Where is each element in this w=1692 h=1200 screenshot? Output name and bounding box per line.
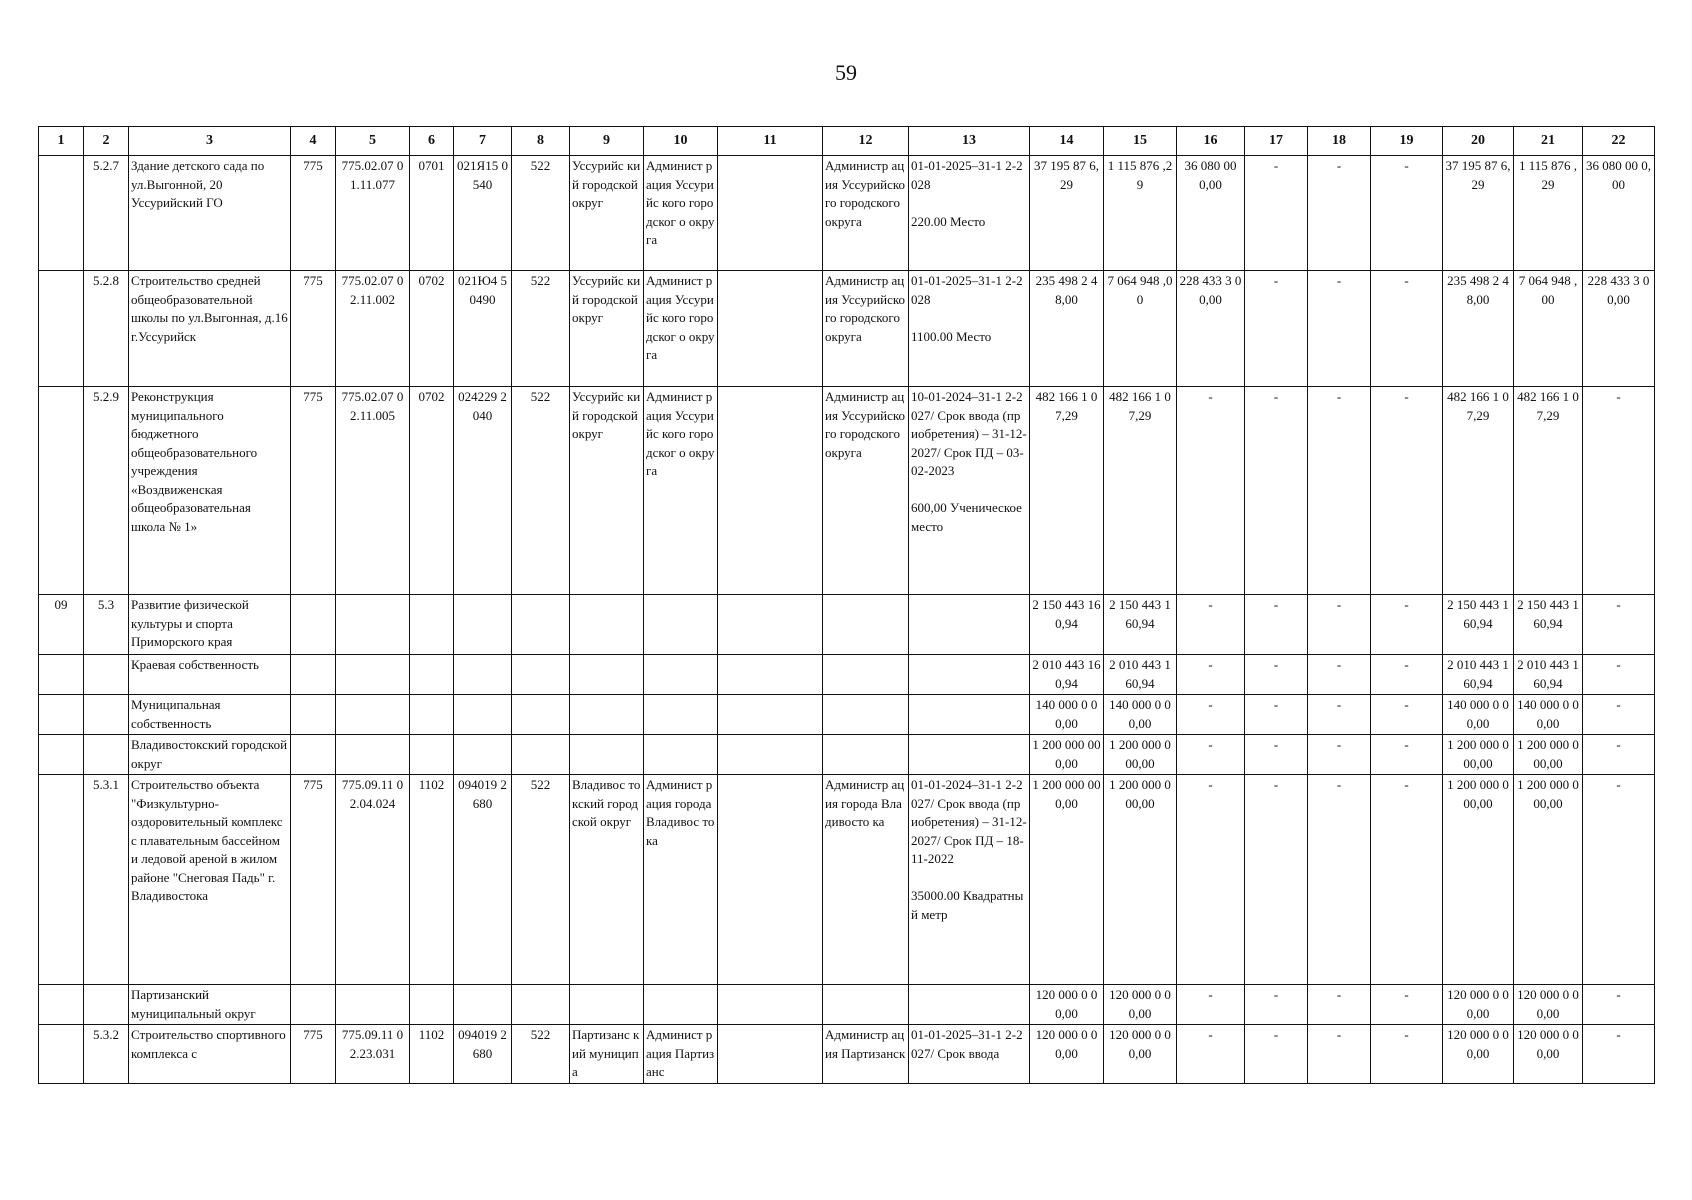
- table-cell: -: [1245, 695, 1308, 735]
- table-cell: -: [1308, 655, 1371, 695]
- col-header: 7: [454, 127, 512, 156]
- table-cell: -: [1583, 735, 1655, 775]
- table-cell: 2 010 443 160,94: [1443, 655, 1514, 695]
- table-cell: 1102: [410, 1025, 454, 1084]
- table-cell: 140 000 0 00,00: [1030, 695, 1104, 735]
- table-cell: 2 150 443 160,94: [1030, 595, 1104, 655]
- table-cell: Партизанс кий муниципа: [570, 1025, 644, 1084]
- table-cell: [454, 985, 512, 1025]
- table-cell: -: [1371, 985, 1443, 1025]
- table-cell: 482 166 1 07,29: [1514, 387, 1583, 595]
- table-row: [39, 735, 1655, 775]
- table-cell: [39, 775, 84, 985]
- table-cell: 5.3: [84, 595, 129, 655]
- table-cell: [84, 695, 129, 735]
- table-cell: 1102: [410, 775, 454, 985]
- table-cell: -: [1371, 655, 1443, 695]
- table-cell: -: [1308, 271, 1371, 387]
- table-cell: -: [1583, 595, 1655, 655]
- table-cell: Развитие физической культуры и спорта Приморского края: [129, 595, 291, 655]
- col-header: 5: [336, 127, 410, 156]
- table-cell: 775.02.07 01.11.077: [336, 156, 410, 271]
- table-cell: [336, 985, 410, 1025]
- table-cell: 7 064 948 ,00: [1104, 271, 1177, 387]
- table-cell: -: [1177, 735, 1245, 775]
- table-cell: 09: [39, 595, 84, 655]
- table-cell: -: [1371, 271, 1443, 387]
- table-cell: [291, 735, 336, 775]
- table-cell: [336, 695, 410, 735]
- table-cell: [291, 655, 336, 695]
- table-cell: Краевая собственность: [129, 655, 291, 695]
- table-cell: 235 498 2 48,00: [1030, 271, 1104, 387]
- table-cell: -: [1177, 595, 1245, 655]
- table-cell: [39, 271, 84, 387]
- table-cell: 522: [512, 156, 570, 271]
- table-cell: 2 150 443 160,94: [1443, 595, 1514, 655]
- table-cell: 775: [291, 156, 336, 271]
- table-cell: [39, 156, 84, 271]
- table-cell: [909, 595, 1030, 655]
- table-cell: -: [1308, 387, 1371, 595]
- table-cell: [84, 985, 129, 1025]
- table-cell: 522: [512, 775, 570, 985]
- table-cell: 775: [291, 775, 336, 985]
- table-cell: 482 166 1 07,29: [1443, 387, 1514, 595]
- table-cell: 1 200 000 000,00: [1104, 735, 1177, 775]
- table-cell: [410, 595, 454, 655]
- table-cell: Владивос токский городской округ: [570, 775, 644, 985]
- table-cell: 1 200 000 000,00: [1514, 775, 1583, 985]
- table-row: [39, 775, 1655, 985]
- col-header: 22: [1583, 127, 1655, 156]
- table-cell: Партизанский муниципальный округ: [129, 985, 291, 1025]
- table-cell: Админист рация Уссурийс кого городског о округа: [644, 156, 718, 271]
- table-cell: 094019 2680: [454, 775, 512, 985]
- table-cell: [410, 985, 454, 1025]
- table-cell: [644, 985, 718, 1025]
- table-cell: 228 433 3 00,00: [1583, 271, 1655, 387]
- table-cell: [39, 985, 84, 1025]
- table-cell: [410, 655, 454, 695]
- col-header: 12: [823, 127, 909, 156]
- table-cell: [823, 695, 909, 735]
- table-cell: [718, 387, 823, 595]
- table-cell: Уссурийс кий городской округ: [570, 271, 644, 387]
- col-header: 1: [39, 127, 84, 156]
- table-cell: Админист рация Уссурийс кого городског о округа: [644, 387, 718, 595]
- table-cell: [291, 985, 336, 1025]
- table-cell: 120 000 0 00,00: [1514, 1025, 1583, 1084]
- table-cell: [336, 595, 410, 655]
- col-header: 3: [129, 127, 291, 156]
- table-cell: [291, 695, 336, 735]
- table-cell: [718, 695, 823, 735]
- table-cell: Администр ация Партизанск: [823, 1025, 909, 1084]
- table-cell: 5.2.9: [84, 387, 129, 595]
- table-cell: -: [1308, 735, 1371, 775]
- table-cell: 10-01-2024–31-1 2-2027/ Срок ввода (приобретения) – 31-12-2027/ Срок ПД – 03-02-2023 600,00 Ученическое место: [909, 387, 1030, 595]
- table-cell: 120 000 0 00,00: [1514, 985, 1583, 1025]
- table-cell: [570, 695, 644, 735]
- table-cell: 0702: [410, 387, 454, 595]
- table-cell: -: [1177, 985, 1245, 1025]
- table-cell: [823, 655, 909, 695]
- table-cell: [512, 735, 570, 775]
- table-cell: [823, 985, 909, 1025]
- table-cell: -: [1177, 1025, 1245, 1084]
- table-cell: [336, 655, 410, 695]
- table-cell: -: [1177, 775, 1245, 985]
- table-cell: [84, 735, 129, 775]
- table-cell: [909, 985, 1030, 1025]
- table-cell: [909, 655, 1030, 695]
- page-number: 59: [835, 60, 857, 85]
- table-cell: 01-01-2024–31-1 2-2027/ Срок ввода (приобретения) – 31-12-2027/ Срок ПД – 18-11-2022 35000.00 Квадратный метр: [909, 775, 1030, 985]
- table-cell: -: [1308, 595, 1371, 655]
- table-cell: [718, 985, 823, 1025]
- table-cell: [644, 695, 718, 735]
- table-cell: 1 115 876 ,29: [1514, 156, 1583, 271]
- table-cell: Владивостокский городской округ: [129, 735, 291, 775]
- table-cell: 235 498 2 48,00: [1443, 271, 1514, 387]
- table-cell: 1 200 000 000,00: [1443, 775, 1514, 985]
- table-cell: [570, 985, 644, 1025]
- table-cell: 228 433 3 00,00: [1177, 271, 1245, 387]
- table-cell: -: [1245, 387, 1308, 595]
- table-cell: 01-01-2025–31-1 2-2027/ Срок ввода: [909, 1025, 1030, 1084]
- table-cell: -: [1308, 1025, 1371, 1084]
- table-cell: -: [1583, 1025, 1655, 1084]
- table-cell: 2 150 443 160,94: [1104, 595, 1177, 655]
- table-cell: -: [1245, 985, 1308, 1025]
- table-cell: Реконструкция муниципального бюджетного общеобразовательного учреждения «Воздвиженская общеобразовательная школа № 1»: [129, 387, 291, 595]
- table-cell: [718, 271, 823, 387]
- col-header: 11: [718, 127, 823, 156]
- table-cell: 775.09.11 02.04.024: [336, 775, 410, 985]
- col-header: 14: [1030, 127, 1104, 156]
- table-cell: -: [1371, 695, 1443, 735]
- table-cell: [718, 735, 823, 775]
- table-cell: [291, 595, 336, 655]
- table-cell: [718, 1025, 823, 1084]
- table-cell: Строительство средней общеобразовательной школы по ул.Выгонная, д.16 г.Уссурийск: [129, 271, 291, 387]
- table-cell: 37 195 87 6,29: [1443, 156, 1514, 271]
- table-row: [39, 271, 1655, 387]
- table-cell: Строительство объекта "Физкультурно-оздоровительный комплекс с плавательным бассейном и ледовой ареной в жилом районе "Снеговая Падь" г. Владивостока: [129, 775, 291, 985]
- table-cell: Администр ация Уссурийско го городского округа: [823, 271, 909, 387]
- table-cell: [454, 695, 512, 735]
- table-cell: [454, 595, 512, 655]
- table-cell: 120 000 0 00,00: [1030, 1025, 1104, 1084]
- col-header: 13: [909, 127, 1030, 156]
- table-cell: -: [1371, 156, 1443, 271]
- table-cell: Здание детского сада по ул.Выгонной, 20 Уссурийский ГО: [129, 156, 291, 271]
- table-row: [39, 695, 1655, 735]
- table-cell: 522: [512, 387, 570, 595]
- table-cell: 482 166 1 07,29: [1030, 387, 1104, 595]
- table-cell: 094019 2680: [454, 1025, 512, 1084]
- table-cell: [410, 695, 454, 735]
- table-cell: 120 000 0 00,00: [1443, 985, 1514, 1025]
- table-cell: [570, 735, 644, 775]
- table-cell: 522: [512, 1025, 570, 1084]
- col-header: 2: [84, 127, 129, 156]
- table-cell: 36 080 00 0,00: [1583, 156, 1655, 271]
- table-cell: [570, 595, 644, 655]
- table-cell: -: [1245, 655, 1308, 695]
- table-cell: -: [1371, 595, 1443, 655]
- table-cell: 5.3.2: [84, 1025, 129, 1084]
- table-cell: [410, 735, 454, 775]
- table-cell: 775: [291, 387, 336, 595]
- table-cell: 120 000 0 00,00: [1443, 1025, 1514, 1084]
- table-cell: [39, 655, 84, 695]
- table-cell: 0701: [410, 156, 454, 271]
- table-cell: -: [1583, 985, 1655, 1025]
- table-cell: 01-01-2025–31-1 2-2028 1100.00 Место: [909, 271, 1030, 387]
- table-row: [39, 1025, 1655, 1084]
- table-cell: 120 000 0 00,00: [1030, 985, 1104, 1025]
- table-cell: Администр ация Уссурийско го городского округа: [823, 387, 909, 595]
- col-header: 20: [1443, 127, 1514, 156]
- table-cell: [644, 655, 718, 695]
- table-cell: [512, 655, 570, 695]
- table-cell: -: [1245, 595, 1308, 655]
- col-header: 6: [410, 127, 454, 156]
- table-cell: [336, 735, 410, 775]
- col-header: 16: [1177, 127, 1245, 156]
- table-cell: 482 166 1 07,29: [1104, 387, 1177, 595]
- table-cell: [39, 695, 84, 735]
- col-header: 8: [512, 127, 570, 156]
- table-cell: [718, 156, 823, 271]
- col-header: 9: [570, 127, 644, 156]
- table-row: [39, 595, 1655, 655]
- table-cell: [718, 595, 823, 655]
- table-cell: 0702: [410, 271, 454, 387]
- col-header: 15: [1104, 127, 1177, 156]
- table-cell: 1 200 000 000,00: [1030, 735, 1104, 775]
- table-cell: -: [1583, 655, 1655, 695]
- table-cell: [39, 1025, 84, 1084]
- table-cell: -: [1177, 387, 1245, 595]
- table-cell: Строительство спортивного комплекса с: [129, 1025, 291, 1084]
- table-cell: -: [1371, 735, 1443, 775]
- table-cell: [512, 695, 570, 735]
- table-cell: 021Ю4 50490: [454, 271, 512, 387]
- table-cell: 021Я15 0540: [454, 156, 512, 271]
- table-cell: 120 000 0 00,00: [1104, 985, 1177, 1025]
- table-cell: Админист рация Уссурийс кого городског о округа: [644, 271, 718, 387]
- table-cell: -: [1583, 387, 1655, 595]
- table-cell: 2 010 443 160,94: [1514, 655, 1583, 695]
- table-cell: 775.02.07 02.11.002: [336, 271, 410, 387]
- col-header: 10: [644, 127, 718, 156]
- table-cell: -: [1308, 695, 1371, 735]
- table-cell: 2 010 443 160,94: [1104, 655, 1177, 695]
- table-cell: 775: [291, 271, 336, 387]
- table-cell: -: [1308, 775, 1371, 985]
- table-cell: -: [1245, 775, 1308, 985]
- table-cell: -: [1245, 156, 1308, 271]
- table-cell: 1 200 000 000,00: [1104, 775, 1177, 985]
- table-cell: -: [1245, 735, 1308, 775]
- table-cell: 775.02.07 02.11.005: [336, 387, 410, 595]
- table-cell: [454, 655, 512, 695]
- table-cell: -: [1308, 985, 1371, 1025]
- table-cell: 1 200 000 000,00: [1443, 735, 1514, 775]
- table-cell: Уссурийс кий городской округ: [570, 156, 644, 271]
- table-cell: [644, 735, 718, 775]
- table-cell: Админист рация Партизанс: [644, 1025, 718, 1084]
- table-cell: [39, 387, 84, 595]
- header-row: [39, 127, 1655, 156]
- table-cell: -: [1583, 775, 1655, 985]
- table-cell: Уссурийс кий городской округ: [570, 387, 644, 595]
- table-cell: 140 000 0 00,00: [1104, 695, 1177, 735]
- col-header: 17: [1245, 127, 1308, 156]
- col-header: 18: [1308, 127, 1371, 156]
- table-cell: -: [1245, 1025, 1308, 1084]
- table-cell: 7 064 948 ,00: [1514, 271, 1583, 387]
- table-cell: [512, 985, 570, 1025]
- table-cell: -: [1177, 695, 1245, 735]
- table-cell: 2 150 443 160,94: [1514, 595, 1583, 655]
- table-cell: [909, 695, 1030, 735]
- table-cell: 01-01-2025–31-1 2-2028 220.00 Место: [909, 156, 1030, 271]
- table-cell: Админист рация города Владивос тока: [644, 775, 718, 985]
- table-cell: 140 000 0 00,00: [1514, 695, 1583, 735]
- table-cell: 140 000 0 00,00: [1443, 695, 1514, 735]
- table-cell: Администр ация Уссурийско го городского округа: [823, 156, 909, 271]
- table-cell: 2 010 443 160,94: [1030, 655, 1104, 695]
- table-cell: -: [1308, 156, 1371, 271]
- table-cell: 120 000 0 00,00: [1104, 1025, 1177, 1084]
- table-cell: 5.3.1: [84, 775, 129, 985]
- table-cell: 36 080 00 0,00: [1177, 156, 1245, 271]
- table-cell: [84, 655, 129, 695]
- table-cell: 1 200 000 000,00: [1030, 775, 1104, 985]
- table-row: [39, 156, 1655, 271]
- table-cell: Муниципальная собственность: [129, 695, 291, 735]
- table-cell: 522: [512, 271, 570, 387]
- table-cell: [570, 655, 644, 695]
- table-cell: 775: [291, 1025, 336, 1084]
- table-cell: [718, 775, 823, 985]
- table-cell: [454, 735, 512, 775]
- table-cell: 775.09.11 02.23.031: [336, 1025, 410, 1084]
- table-cell: 5.2.8: [84, 271, 129, 387]
- table-cell: 37 195 87 6,29: [1030, 156, 1104, 271]
- table-cell: [512, 595, 570, 655]
- table-cell: [823, 735, 909, 775]
- table-cell: [718, 655, 823, 695]
- table-cell: -: [1583, 695, 1655, 735]
- table-cell: [39, 735, 84, 775]
- table-body: [39, 156, 1655, 1084]
- table-cell: 1 115 876 ,29: [1104, 156, 1177, 271]
- col-header: 19: [1371, 127, 1443, 156]
- table-cell: -: [1177, 655, 1245, 695]
- table-cell: [823, 595, 909, 655]
- col-header: 4: [291, 127, 336, 156]
- table-cell: [909, 735, 1030, 775]
- program-table: [38, 126, 1655, 1084]
- table-cell: -: [1371, 387, 1443, 595]
- col-header: 21: [1514, 127, 1583, 156]
- table-cell: 024229 2040: [454, 387, 512, 595]
- table-row: [39, 655, 1655, 695]
- table-row: [39, 985, 1655, 1025]
- table-cell: -: [1371, 1025, 1443, 1084]
- table-cell: Администр ация города Владивосто ка: [823, 775, 909, 985]
- table-cell: [644, 595, 718, 655]
- table-cell: -: [1371, 775, 1443, 985]
- table-cell: -: [1245, 271, 1308, 387]
- table-row: [39, 387, 1655, 595]
- table-cell: 5.2.7: [84, 156, 129, 271]
- table-cell: 1 200 000 000,00: [1514, 735, 1583, 775]
